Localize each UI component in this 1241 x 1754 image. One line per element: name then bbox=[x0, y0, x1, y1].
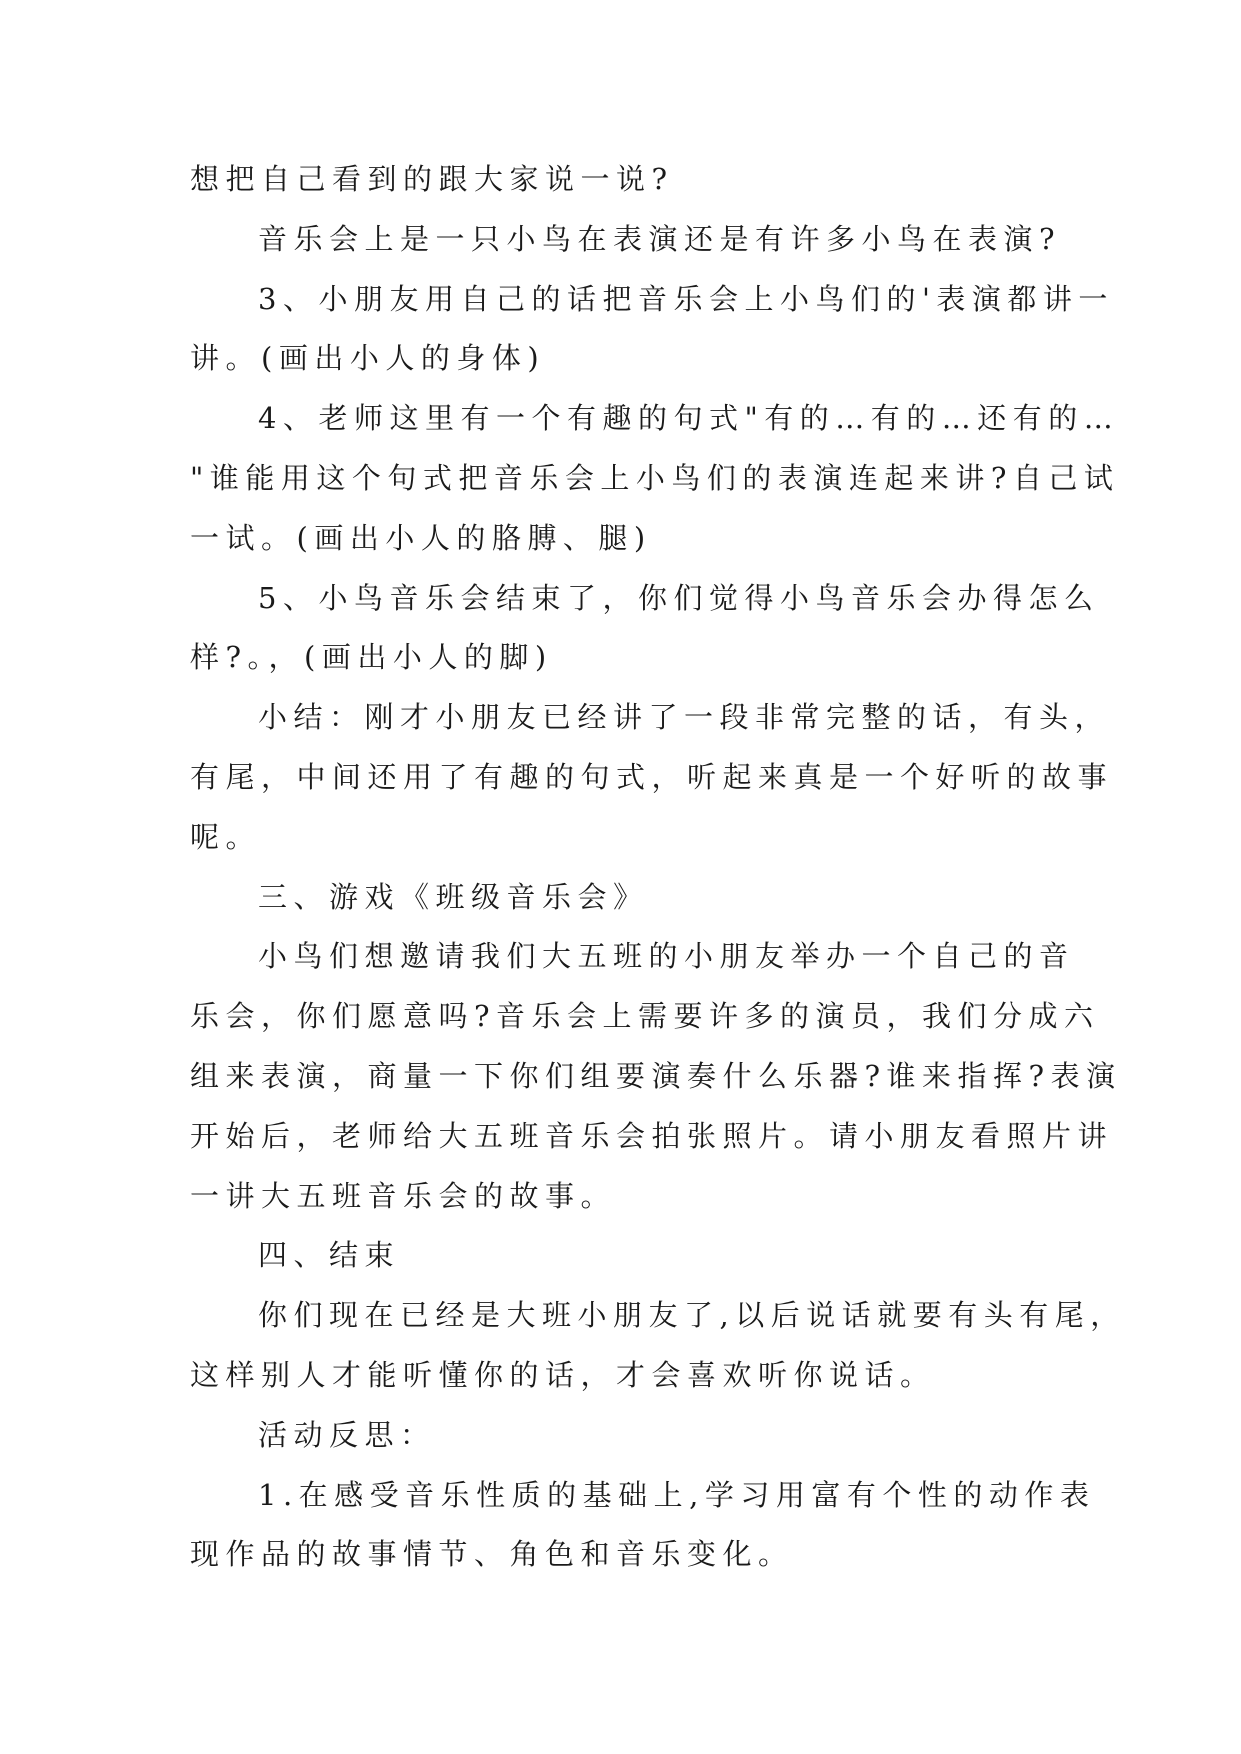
text-line: 组来表演，商量一下你们组要演奏什么乐器?谁来指挥?表演 bbox=[190, 1058, 1122, 1093]
text-line: 1.在感受音乐性质的基础上,学习用富有个性的动作表 bbox=[258, 1477, 1096, 1512]
text-line: 样?。，(画出小人的脚) bbox=[190, 640, 553, 675]
document-body bbox=[190, 150, 1126, 1585]
text-line: 你们现在已经是大班小朋友了,以后说话就要有头有尾， bbox=[258, 1298, 1126, 1333]
text-line: 想把自己看到的跟大家说一说? bbox=[190, 162, 674, 196]
text-line: 这样别人才能听懂你的话，才会喜欢听你说话。 bbox=[190, 1357, 936, 1392]
text-line: "谁能用这个句式把音乐会上小鸟们的表演连起来讲?自己试 bbox=[190, 460, 1120, 495]
text-line: 有尾，中间还用了有趣的句式，听起来真是一个好听的故事 bbox=[190, 759, 1114, 794]
text-line: 小鸟们想邀请我们大五班的小朋友举办一个自己的音 bbox=[258, 939, 1075, 974]
section-heading: 活动反思： bbox=[258, 1417, 436, 1452]
text-line: 现作品的故事情节、角色和音乐变化。 bbox=[190, 1537, 794, 1572]
section-heading: 四、结束 bbox=[258, 1238, 401, 1273]
text-line: 乐会，你们愿意吗?音乐会上需要许多的演员，我们分成六 bbox=[190, 999, 1100, 1034]
text-line: 小结：刚才小朋友已经讲了一段非常完整的话，有头， bbox=[258, 700, 1111, 735]
text-line: 3、小朋友用自己的话把音乐会上小鸟们的'表演都讲一 bbox=[258, 281, 1114, 316]
text-line: 4、老师这里有一个有趣的句式"有的…有的…还有的… bbox=[258, 401, 1120, 436]
text-line: 讲。(画出小人的身体) bbox=[190, 341, 546, 376]
text-line: 音乐会上是一只小鸟在表演还是有许多小鸟在表演? bbox=[258, 221, 1062, 256]
section-heading: 三、游戏《班级音乐会》 bbox=[258, 879, 649, 914]
text-line: 呢。 bbox=[190, 819, 262, 854]
text-line: 一讲大五班音乐会的故事。 bbox=[190, 1178, 617, 1213]
text-line: 一试。(画出小人的胳膊、腿) bbox=[190, 520, 652, 555]
text-line: 5、小鸟音乐会结束了，你们觉得小鸟音乐会办得怎么 bbox=[258, 580, 1100, 615]
text-line: 开始后，老师给大五班音乐会拍张照片。请小朋友看照片讲 bbox=[190, 1118, 1114, 1153]
